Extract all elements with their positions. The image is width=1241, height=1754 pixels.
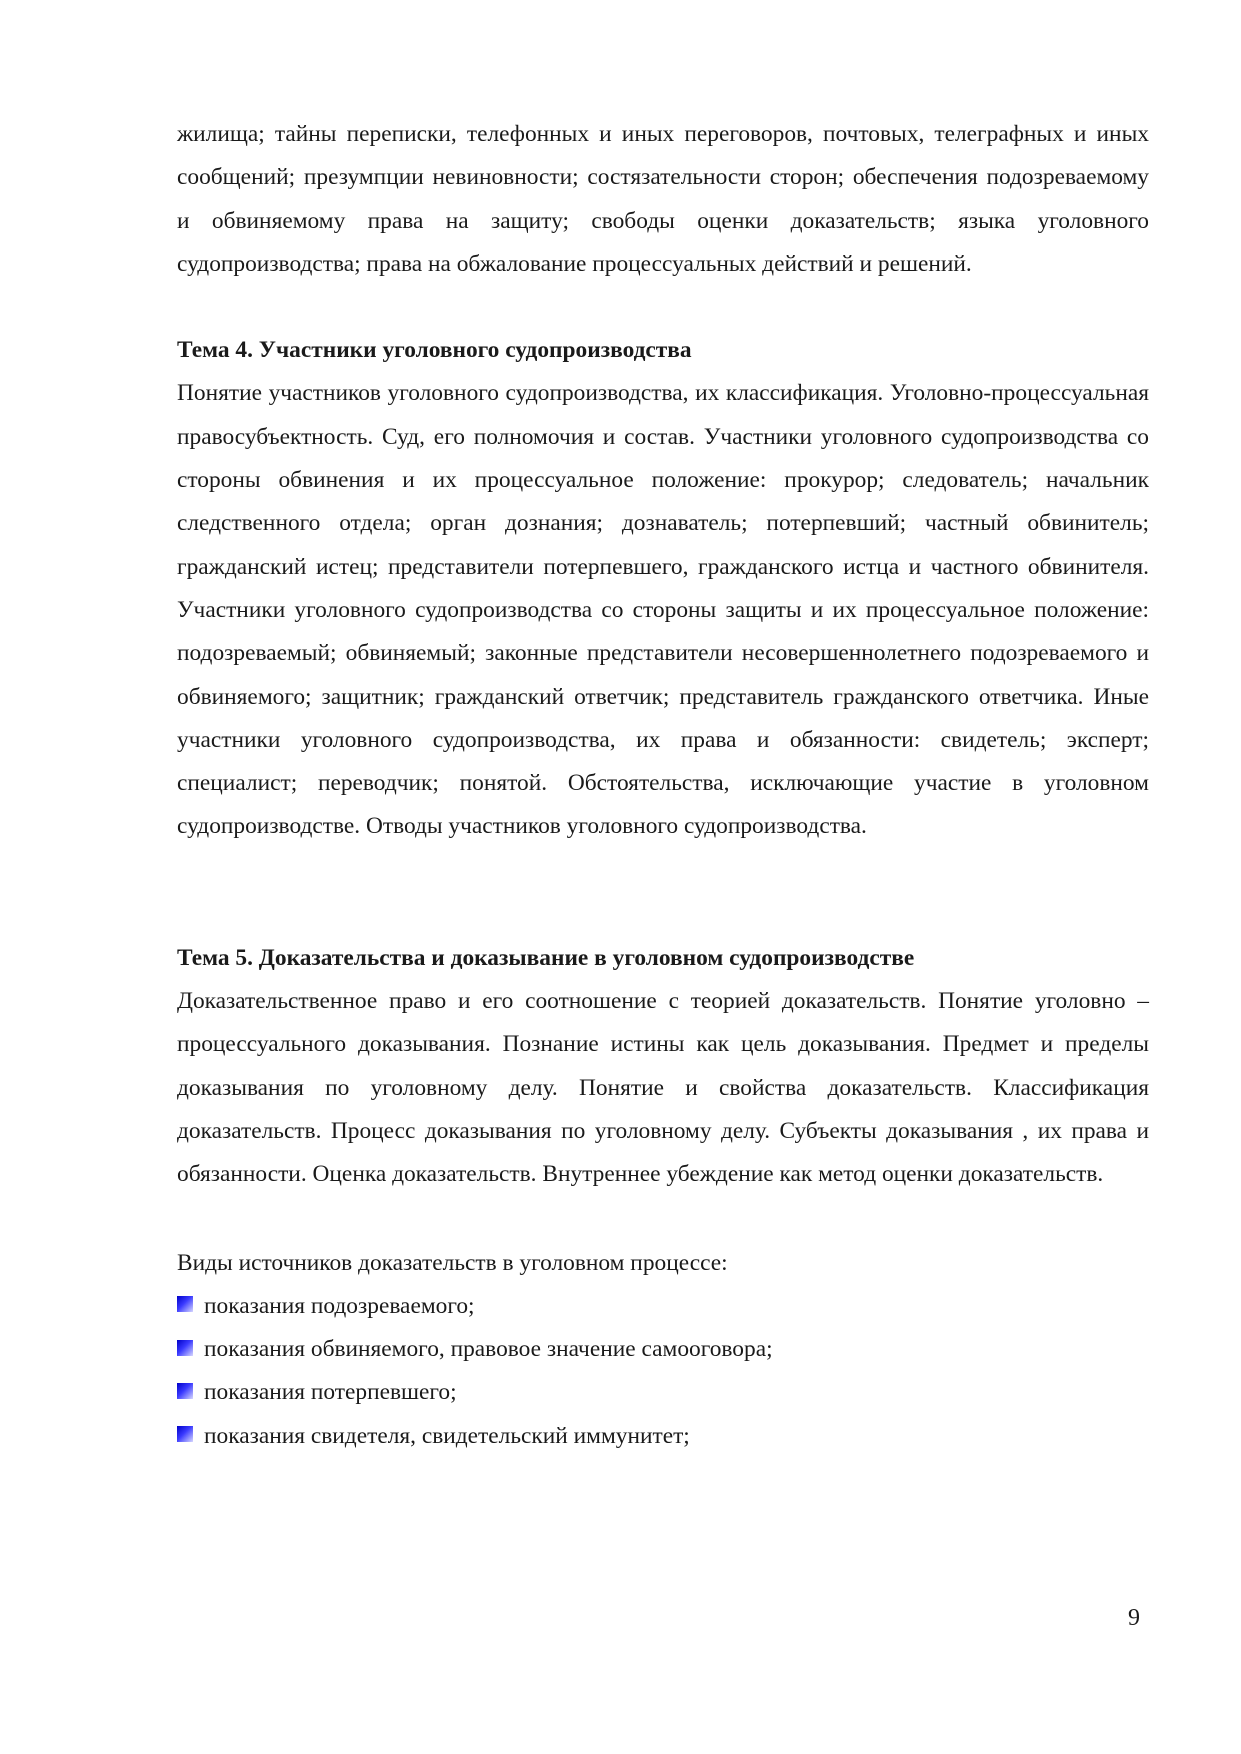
list-item: [177, 1285, 1149, 1328]
list-item-text: показания потерпевшего;: [204, 1379, 457, 1406]
topic-5-paragraph: Доказательственное право и его соотношение с теорией доказательств. Понятие уголовно – процессуального доказывания. Познание истины как цель доказывания. Предмет и пределы доказывания по уголовному делу. Понятие и свойства доказательств. Классификация доказательств. Процесс доказывания по уголовному делу. Субъекты доказывания , их права и обязанности. Оценка доказательств. Внутреннее убеждение как метод оценки доказательств.: [177, 988, 1149, 1188]
page-number: 9: [1128, 1605, 1140, 1631]
topic-4-heading: Тема 4. Участники уголовного судопроизводства: [177, 337, 692, 364]
square-bullet-icon: [177, 1340, 193, 1356]
evidence-sources-list: [177, 1285, 1149, 1458]
list-item: [177, 1415, 1149, 1458]
square-bullet-icon: [177, 1426, 193, 1442]
list-item-text: показания обвиняемого, правовое значение самооговора;: [204, 1336, 773, 1363]
list-item: [177, 1371, 1149, 1414]
evidence-sources-intro: Виды источников доказательств в уголовном процессе:: [177, 1249, 728, 1276]
list-item-text: показания свидетеля, свидетельский иммунитет;: [204, 1422, 690, 1449]
document-page: [177, 113, 1149, 1458]
topic-4-paragraph: Понятие участников уголовного судопроизводства, их классификация. Уголовно-процессуальная правосубъектность. Суд, его полномочия и состав. Участники уголовного судопроизводства со стороны обвинения и их процессуальное положение: прокурор; следователь; начальник следственного отдела; орган дознания; дознаватель; потерпевший; частный обвинитель; гражданский истец; представители потерпевшего, гражданского истца и частного обвинителя. Участники уголовного судопроизводства со стороны защиты и их процессуальное положение: подозреваемый; обвиняемый; законные представители несовершеннолетнего подозреваемого и обвиняемого; защитник; гражданский ответчик; представитель гражданского ответчика. Иные участники уголовного судопроизводства, их права и обязанности: свидетель; эксперт; специалист; переводчик; понятой. Обстоятельства, исключающие участие в уголовном судопроизводстве. Отводы участников уголовного судопроизводства.: [177, 380, 1149, 840]
topic-5-heading: Тема 5. Доказательства и доказывание в уголовном судопроизводстве: [177, 944, 915, 971]
list-item-text: показания подозреваемого;: [204, 1292, 475, 1319]
square-bullet-icon: [177, 1296, 193, 1312]
intro-paragraph: жилища; тайны переписки, телефонных и иных переговоров, почтовых, телеграфных и иных сообщений; презумпции невиновности; состязательности сторон; обеспечения подозреваемому и обвиняемому права на защиту; свободы оценки доказательств; языка уголовного судопроизводства; права на обжалование процессуальных действий и решений.: [177, 121, 1149, 277]
square-bullet-icon: [177, 1383, 193, 1399]
list-item: [177, 1328, 1149, 1371]
